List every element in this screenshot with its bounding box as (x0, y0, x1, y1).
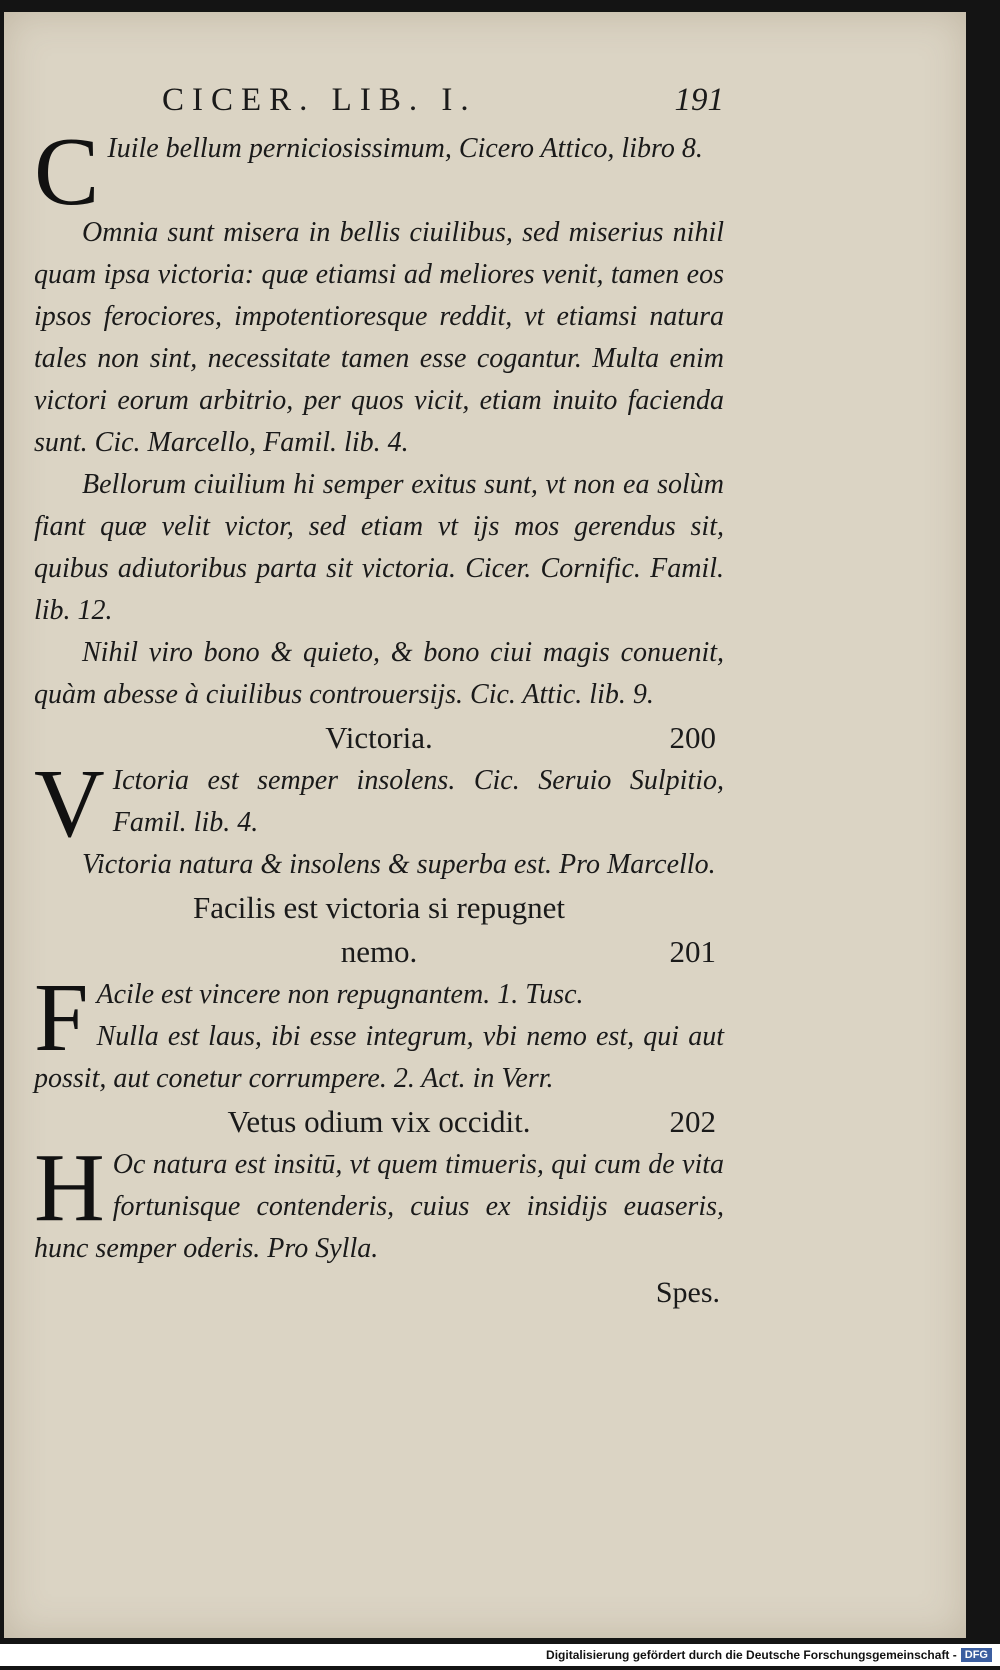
paragraph: Ictoria est semper insolens. Cic. Seruio Sulpitio, Famil. lib. 4. (112, 765, 724, 838)
running-header (34, 82, 724, 128)
footer-bar (0, 1644, 1000, 1666)
section-heading (34, 716, 724, 760)
section-vetus-odium (34, 1134, 724, 1270)
paragraph: Bellorum ciuilium hi semper exitus sunt, vt non ea solùm fiant quæ velit victor, sed etiam vt ijs mos gerendus sit, quibus adiutoribus parta sit victoria. Cicer. Cornific. Famil. lib. 12. (34, 469, 724, 626)
dfg-logo: DFG (961, 1648, 992, 1662)
page-number: 191 (674, 82, 724, 118)
section-number: 201 (669, 934, 716, 969)
section-civil-war (34, 118, 724, 716)
drop-cap: V (34, 750, 105, 858)
catchword: Spes. (655, 1276, 720, 1309)
heading-text: Vetus odium vix occidit. (227, 1104, 531, 1139)
section-heading (34, 886, 724, 930)
drop-cap: C (34, 118, 100, 226)
running-title: CICER. LIB. I. (162, 82, 477, 118)
drop-cap: H (34, 1134, 105, 1242)
heading-text: Facilis est victoria si repugnet (193, 890, 565, 925)
section-victoria (34, 750, 724, 886)
heading-text: Victoria. (325, 720, 433, 755)
book-page (4, 12, 966, 1638)
paragraph: Nihil viro bono & quieto, & bono ciui magis conuenit, quàm abesse à ciuilibus controuersijs. Cic. Attic. lib. 9. (34, 637, 724, 710)
section-facilis (34, 964, 724, 1100)
paragraph: Acile est vincere non repugnantem. 1. Tusc. (96, 979, 584, 1010)
paragraph: Oc natura est insitū, vt quem timueris, qui cum de vita fortunisque contenderis, cuius ex insidijs euaseris, hunc semper oderis. Pro Sylla. (34, 1149, 724, 1264)
paragraph: Omnia sunt misera in bellis ciuilibus, sed miserius nihil quam ipsa victoria: quæ etiamsi ad meliores venit, tamen eos ipsos ferociores, impotentioresque reddit, vt etiamsi natura tales non sint, necessitate tamen esse cogantur. Multa enim victori eorum arbitrio, per quos vicit, etiam inuito facienda sunt. Cic. Marcello, Famil. lib. 4. (34, 217, 724, 458)
section-heading (34, 1100, 724, 1144)
section-number: 200 (669, 720, 716, 755)
paragraph: Victoria natura & insolens & superba est. Pro Marcello. (82, 849, 716, 880)
heading-text: nemo. (340, 934, 418, 969)
section-number: 202 (669, 1104, 716, 1139)
paragraph: Nulla est laus, ibi esse integrum, vbi nemo est, qui aut possit, aut conetur corrumpere. 2. Act. in Verr. (34, 1021, 724, 1094)
page-content (34, 82, 724, 1310)
section-heading-line2 (34, 930, 724, 974)
paragraph: Iuile bellum perniciosissimum, Cicero Attico, libro 8. (107, 133, 703, 164)
footer-text: Digitalisierung gefördert durch die Deutsche Forschungsgemeinschaft - (546, 1648, 957, 1662)
drop-cap: F (34, 964, 89, 1072)
